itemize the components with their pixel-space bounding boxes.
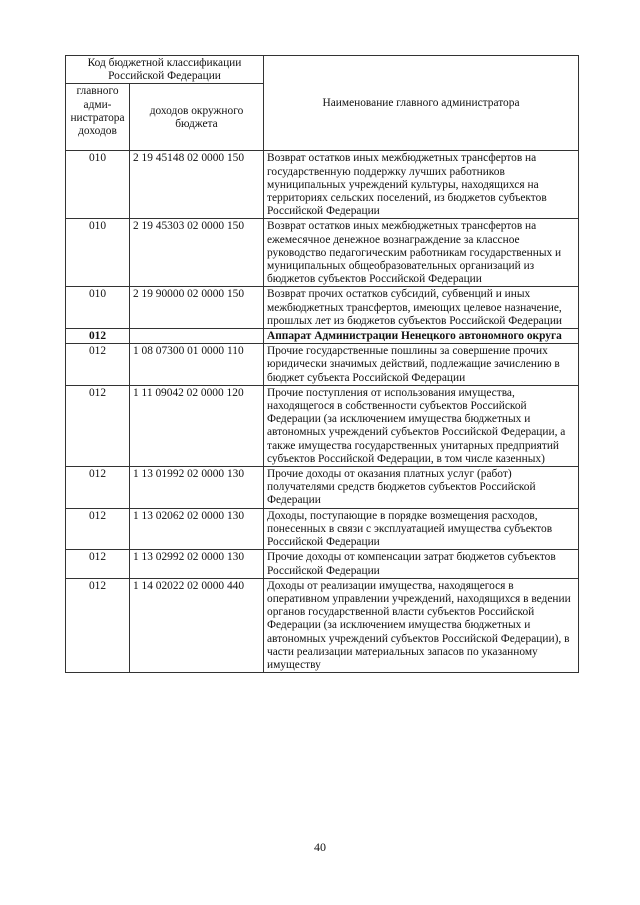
table-row <box>66 151 579 219</box>
row-income-code: 1 11 09042 02 0000 120 <box>130 385 264 466</box>
budget-classification-table <box>65 55 579 673</box>
row-income-code: 1 13 02062 02 0000 130 <box>130 508 264 550</box>
row-admin-code: 012 <box>66 578 130 672</box>
row-income-code: 2 19 90000 02 0000 150 <box>130 287 264 329</box>
row-name: Прочие поступления от использования имущества, находящегося в собственности субъектов Российской Федерации (за исключением имущества бюджетных и автономных учреждений субъектов Российской Федерации, а также имущества государственных унитарных предприятий субъектов Российской Федерации, в том числе казенных) <box>264 385 579 466</box>
row-admin-code: 012 <box>66 550 130 578</box>
row-name: Доходы, поступающие в порядке возмещения расходов, понесенных в связи с эксплуатацией имущества субъектов Российской Федерации <box>264 508 579 550</box>
row-admin-code: 012 <box>66 329 130 344</box>
row-income-code: 1 08 07300 01 0000 110 <box>130 344 264 386</box>
table-row <box>66 287 579 329</box>
row-admin-code: 012 <box>66 385 130 466</box>
table-row-section-heading <box>66 329 579 344</box>
table-row <box>66 578 579 672</box>
row-name: Прочие доходы от оказания платных услуг (работ) получателями средств бюджетов субъектов Российской Федерации <box>264 467 579 509</box>
row-income-code: 2 19 45148 02 0000 150 <box>130 151 264 219</box>
row-name: Возврат остатков иных межбюджетных трансфертов на государственную поддержку лучших работников муниципальных учреждений культуры, находящихся на территориях сельских поселений, из бюджетов субъектов Российской Федерации <box>264 151 579 219</box>
row-income-code: 1 13 02992 02 0000 130 <box>130 550 264 578</box>
row-income-code: 2 19 45303 02 0000 150 <box>130 219 264 287</box>
row-name: Доходы от реализации имущества, находящегося в оперативном управлении учреждений, находящихся в ведении органов государственной власти субъектов Российской Федерации (за исключением имущества бюджетных и автономных учреждений субъектов Российской Федерации), в части реализации материальных запасов по указанному имуществу <box>264 578 579 672</box>
row-name: Возврат прочих остатков субсидий, субвенций и иных межбюджетных трансфертов, имеющих целевое назначение, прошлых лет из бюджетов субъектов Российской Федерации <box>264 287 579 329</box>
row-income-code: 1 14 02022 02 0000 440 <box>130 578 264 672</box>
header-group-title: Код бюджетной классификации Российской Федерации <box>66 56 264 84</box>
row-admin-code: 010 <box>66 287 130 329</box>
row-name: Прочие доходы от компенсации затрат бюджетов субъектов Российской Федерации <box>264 550 579 578</box>
table-row <box>66 344 579 386</box>
page-number: 40 <box>314 840 326 854</box>
header-admin-code: главного адми-нистратора доходов <box>66 84 130 151</box>
row-income-code <box>130 329 264 344</box>
table-row <box>66 508 579 550</box>
section-heading: Аппарат Администрации Ненецкого автономного округа <box>264 329 579 344</box>
table-row <box>66 385 579 466</box>
table-row <box>66 467 579 509</box>
table-row <box>66 219 579 287</box>
row-name: Возврат остатков иных межбюджетных трансфертов на ежемесячное денежное вознаграждение за классное руководство педагогическим работникам государственных и муниципальных общеобразовательных организаций из бюджетов субъектов Российской Федерации <box>264 219 579 287</box>
row-admin-code: 012 <box>66 344 130 386</box>
header-admin-name: Наименование главного администратора <box>264 56 579 151</box>
header-income-code: доходов окружного бюджета <box>130 84 264 151</box>
row-income-code: 1 13 01992 02 0000 130 <box>130 467 264 509</box>
table-header-row <box>66 56 579 84</box>
table-row <box>66 550 579 578</box>
row-name: Прочие государственные пошлины за совершение прочих юридически значимых действий, подлежащие зачислению в бюджет субъекта Российской Федерации <box>264 344 579 386</box>
row-admin-code: 012 <box>66 467 130 509</box>
row-admin-code: 010 <box>66 219 130 287</box>
row-admin-code: 010 <box>66 151 130 219</box>
row-admin-code: 012 <box>66 508 130 550</box>
